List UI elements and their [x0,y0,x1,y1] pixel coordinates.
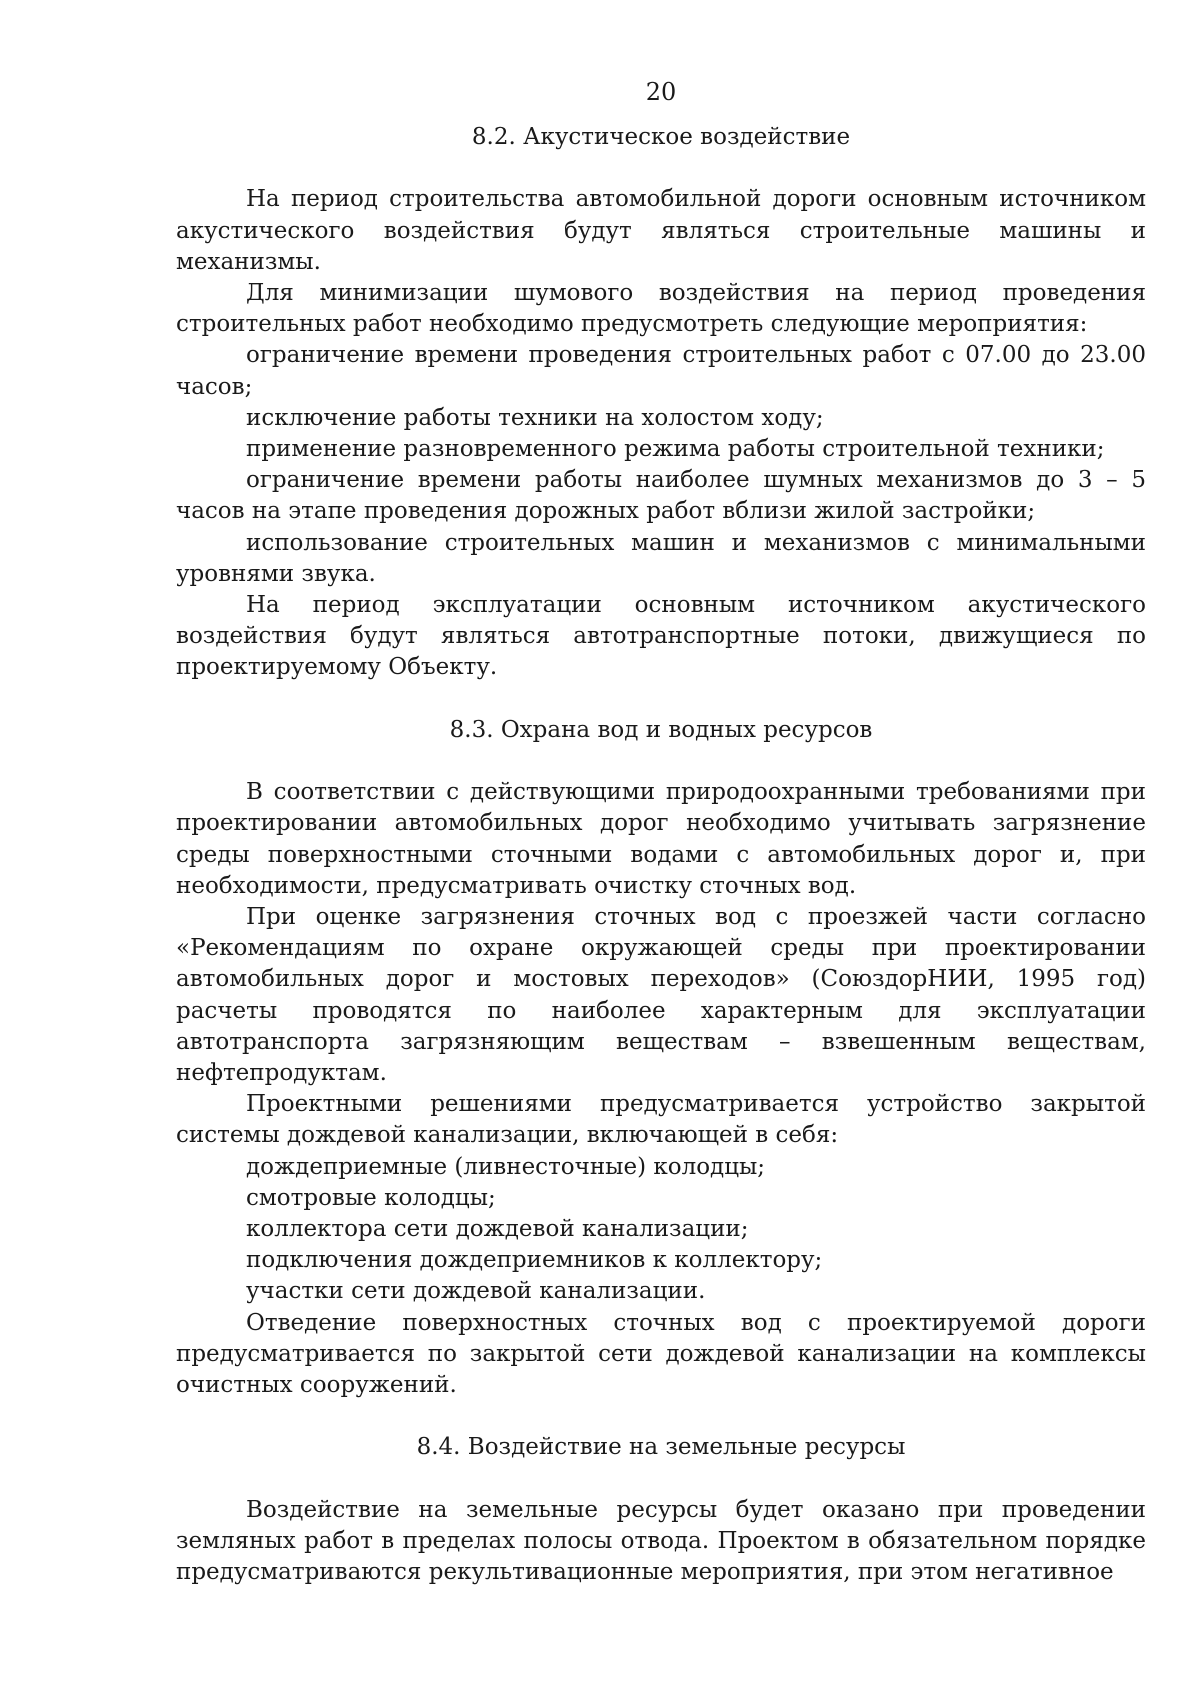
list-item: коллектора сети дождевой канализации; [246,1216,749,1243]
section-heading-8-4: 8.4. Воздействие на земельные ресурсы [416,1434,906,1461]
list-item: дождеприемные (ливнесточные) колодцы; [246,1153,766,1180]
paragraph: Проектными решениями предусматривается устройство закрытой системы дождевой канализации, включающей в себя: [176,1091,1146,1149]
list-item: ограничение времени работы наиболее шумных механизмов до 3 – 5 часов на этапе проведения дорожных работ вблизи жилой застройки; [176,467,1146,525]
page-number: 20 [645,78,677,106]
list-item: применение разновременного режима работы строительной техники; [246,436,1105,462]
paragraph: Для минимизации шумового воздействия на период проведения строительных работ необходимо предусмотреть следующие мероприятия: [176,279,1146,338]
paragraph: При оценке загрязнения сточных вод с проезжей части согласно «Рекомендациям по охране окружающей среды при проектировании автомобильных дорог и мостовых переходов» (СоюздорНИИ, 1995 год) расчеты проводятся по наиболее характерным для эксплуатации автотранспорта загрязняющим веществам – взвешенным веществам, нефтепродуктам. [176,904,1146,1087]
paragraph: Отведение поверхностных сточных вод с проектируемой дороги предусматривается по закрытой сети дождевой канализации на комплексы очистных сооружений. [176,1309,1146,1399]
paragraph: В соответствии с действующими природоохранными требованиями при проектировании автомобильных дорог необходимо учитывать загрязнение среды поверхностными сточными водами с автомобильных дорог и, при необходимости, предусматривать очистку сточных вод. [176,779,1146,899]
paragraph: На период эксплуатации основным источником акустического воздействия будут являться автотранспортные потоки, движущиеся по проектируемому Объекту. [176,592,1146,681]
list-item: участки сети дождевой канализации. [246,1278,706,1305]
paragraph: Воздействие на земельные ресурсы будет оказано при проведении земляных работ в пределах полосы отвода. Проектом в обязательном порядке предусматриваются рекультивационные мероприятия, при этом негативное [176,1496,1146,1586]
list-item: исключение работы техники на холостом ходу; [246,404,824,431]
list-item: ограничение времени проведения строительных работ с 07.00 до 23.00 часов; [176,342,1146,400]
list-item: использование строительных машин и механизмов с минимальными уровнями звука. [176,529,1146,587]
paragraph: На период строительства автомобильной дороги основным источником акустического воздействия будут являться строительные машины и механизмы. [176,186,1146,275]
section-heading-8-3: 8.3. Охрана вод и водных ресурсов [449,716,873,743]
section-heading-8-2: 8.2. Акустическое воздействие [471,124,851,150]
document-body [176,122,1146,1588]
list-item: подключения дождеприемников к коллектору; [246,1247,823,1274]
list-item: смотровые колодцы; [246,1184,496,1211]
